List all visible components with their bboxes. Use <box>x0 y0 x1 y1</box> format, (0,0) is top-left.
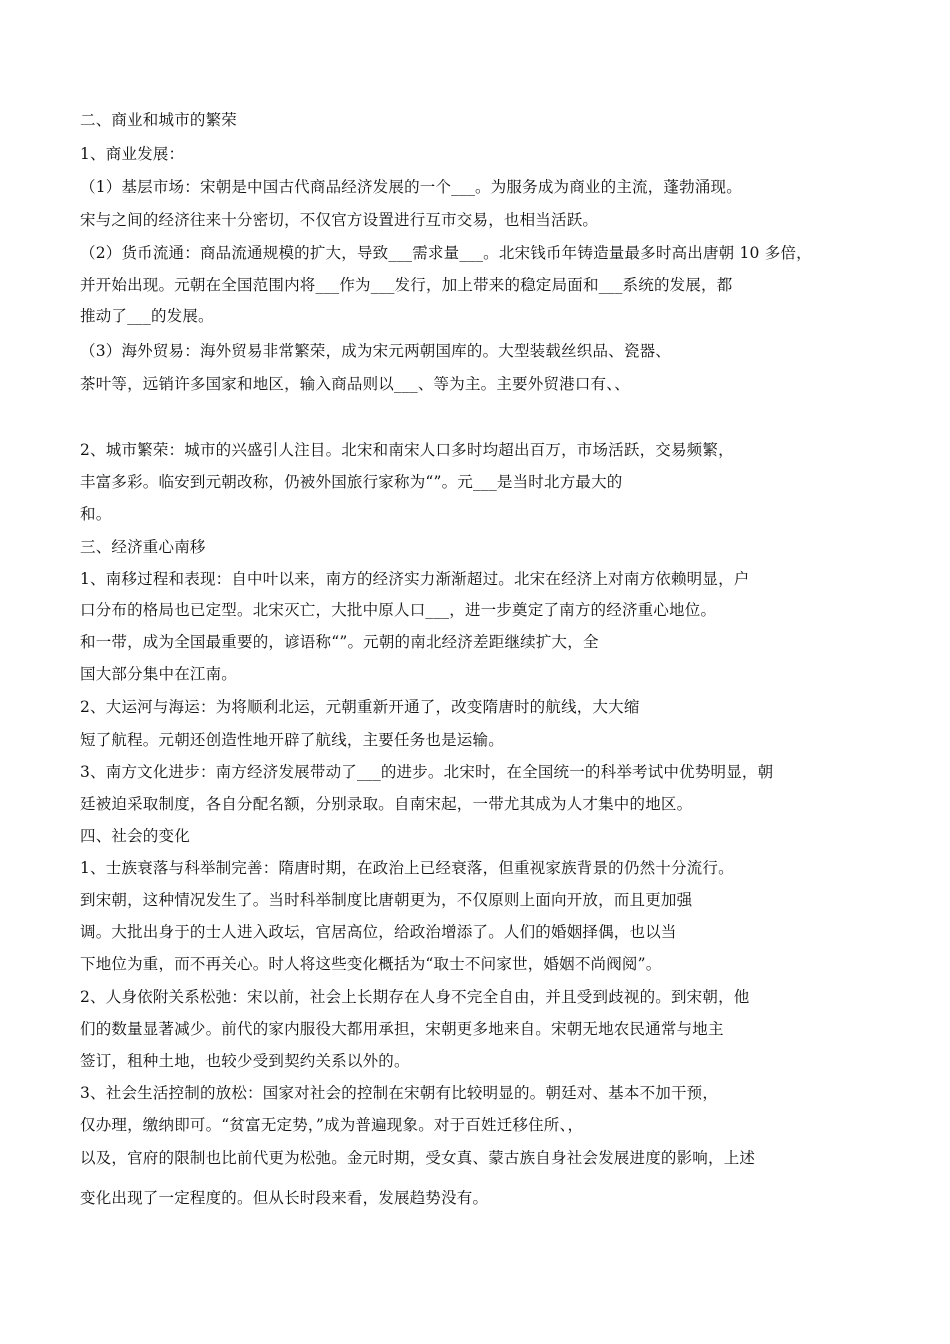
paragraph-line: 3、南方文化进步：南方经济发展带动了___的进步。北宋时，在全国统一的科举考试中优势明显，朝 <box>80 763 774 781</box>
paragraph-line: 丰富多彩。临安到元朝改称，仍被外国旅行家称为“”。元___是当时北方最大的 <box>80 473 623 491</box>
paragraph-line: 宋与之间的经济往来十分密切，不仅官方设置进行互市交易，也相当活跃。 <box>80 211 599 229</box>
paragraph-line: 们的数量显著减少。前代的家内服役大都用承担，宋朝更多地来自。宋朝无地农民通常与地主 <box>80 1020 724 1038</box>
paragraph-line: 并开始出现。元朝在全国范围内将___作为___发行，加上带来的稳定局面和___系统的发展，都 <box>80 276 733 294</box>
paragraph-line: 2、人身依附关系松弛：宋以前，社会上长期存在人身不完全自由，并且受到歧视的。到宋朝，他 <box>80 988 750 1006</box>
paragraph-line: 国大部分集中在江南。 <box>80 665 238 683</box>
paragraph-line: 1、南移过程和表现：自中叶以来，南方的经济实力渐渐超过。北宋在经济上对南方依赖明显，户 <box>80 570 750 588</box>
paragraph-line: 口分布的格局也已定型。北宋灭亡，大批中原人口___，进一步奠定了南方的经济重心地位。 <box>80 601 717 619</box>
paragraph-line: 调。大批出身于的士人进入政坛，官居高位，给政治增添了。人们的婚姻择偶，也以当 <box>80 923 677 941</box>
paragraph-line: 2、大运河与海运：为将顺利北运，元朝重新开通了，改变隋唐时的航线，大大缩 <box>80 698 640 716</box>
subheading-city: 2、城市繁荣：城市的兴盛引人注目。北宋和南宋人口多时均超出百万，市场活跃，交易频繁， <box>80 441 734 459</box>
paragraph-line: 下地位为重，而不再关心。时人将这些变化概括为“取士不问家世，婚姻不尚阀阅”。 <box>80 955 662 973</box>
paragraph-line: 以及，官府的限制也比前代更为松弛。金元时期，受女真、蒙古族自身社会发展进度的影响，上述 <box>80 1149 756 1167</box>
paragraph-line: 和。 <box>80 505 112 523</box>
subheading-commerce: 1、商业发展： <box>80 145 185 163</box>
paragraph-line: （1）基层市场：宋朝是中国古代商品经济发展的一个___。为服务成为商业的主流，蓬勃涌现。 <box>80 178 742 196</box>
section-heading-2: 二、商业和城市的繁荣 <box>80 111 238 129</box>
paragraph-line: 推动了___的发展。 <box>80 307 214 325</box>
paragraph-line: 和一带，成为全国最重要的，谚语称“”。元朝的南北经济差距继续扩大，全 <box>80 633 599 651</box>
paragraph-line: 3、社会生活控制的放松：国家对社会的控制在宋朝有比较明显的。朝廷对、基本不加干预， <box>80 1084 719 1102</box>
paragraph-line: 廷被迫采取制度，各自分配名额，分别录取。自南宋起，一带尤其成为人才集中的地区。 <box>80 795 693 813</box>
paragraph-line: 短了航程。元朝还创造性地开辟了航线，主要任务也是运输。 <box>80 731 504 749</box>
paragraph-line: （2）货币流通：商品流通规模的扩大，导致___需求量___。北宋钱币年铸造量最多时高出唐朝 10 多倍， <box>80 244 812 262</box>
paragraph-line: 1、士族衰落与科举制完善：隋唐时期，在政治上已经衰落，但重视家族背景的仍然十分流行。 <box>80 859 734 877</box>
paragraph-line: 茶叶等，远销许多国家和地区，输入商品则以___、等为主。主要外贸港口有、、 <box>80 375 630 393</box>
paragraph-line: 签订，租种土地，也较少受到契约关系以外的。 <box>80 1052 410 1070</box>
section-heading-3: 三、经济重心南移 <box>80 538 206 556</box>
paragraph-line: 仅办理，缴纳即可。“贫富无定势，”成为普遍现象。对于百姓迁移住所、， <box>80 1116 584 1134</box>
paragraph-line: （3）海外贸易：海外贸易非常繁荣，成为宋元两朝国库的。大型装载丝织品、瓷器、 <box>80 342 671 360</box>
paragraph-line: 到宋朝，这种情况发生了。当时科举制度比唐朝更为，不仅原则上面向开放，而且更加强 <box>80 891 693 909</box>
section-heading-4: 四、社会的变化 <box>80 827 190 845</box>
paragraph-line: 变化出现了一定程度的。但从长时段来看，发展趋势没有。 <box>80 1189 489 1207</box>
